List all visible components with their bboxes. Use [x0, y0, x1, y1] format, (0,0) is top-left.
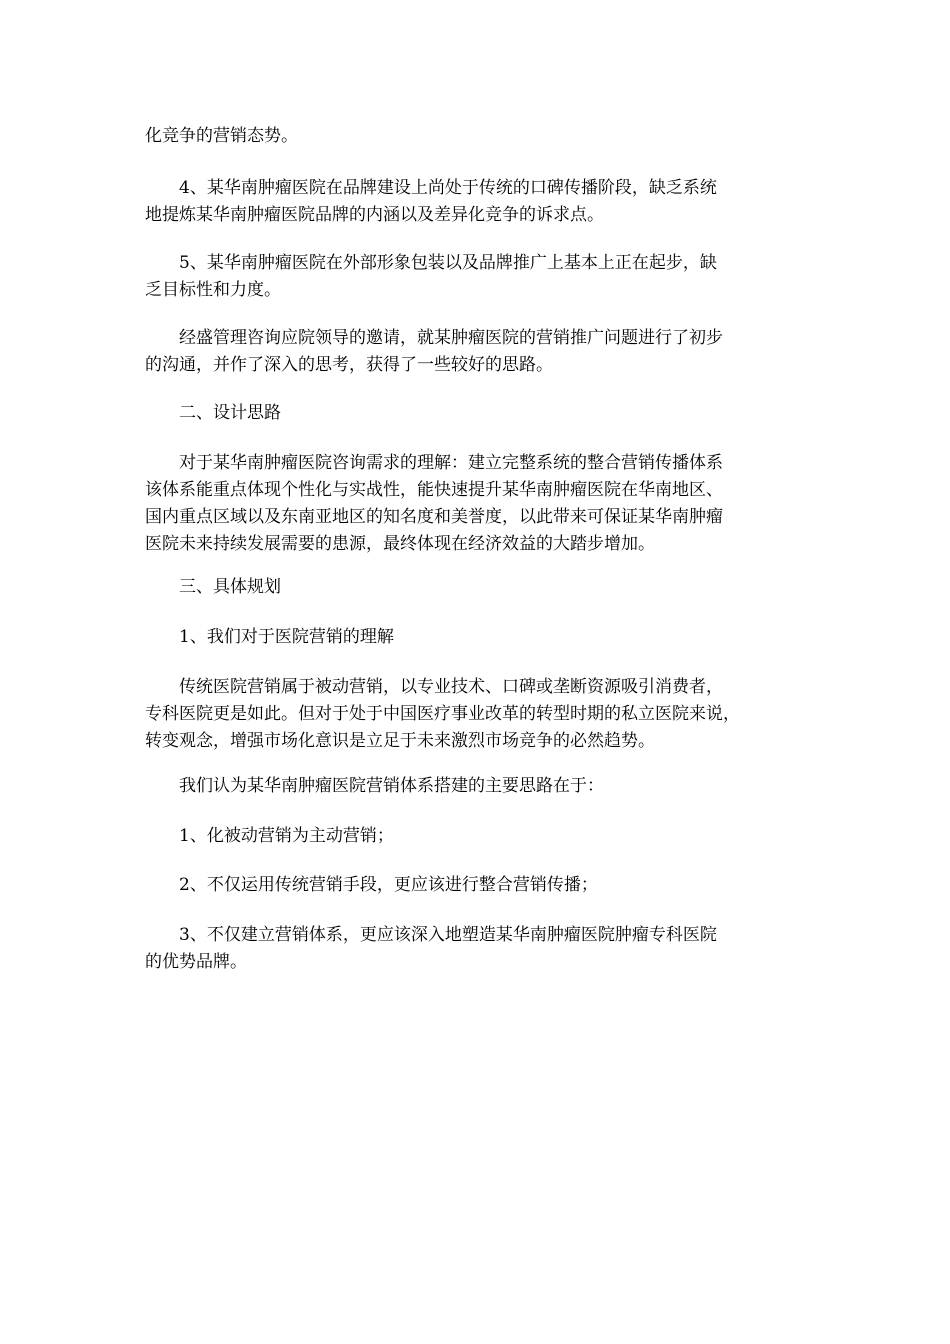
section-heading-design-approach — [145, 400, 815, 427]
text-line: 对于某华南肿瘤医院咨询需求的理解：建立完整系统的整合营销传播体系 — [145, 453, 723, 473]
list-item-3 — [145, 922, 815, 976]
text-line: 5、某华南肿瘤医院在外部形象包装以及品牌推广上基本上正在起步，缺 — [145, 253, 717, 273]
text-line: 1、我们对于医院营销的理解 — [145, 627, 394, 647]
text-line: 我们认为某华南肿瘤医院营销体系搭建的主要思路在于： — [145, 776, 604, 796]
text-line: 3、不仅建立营销体系，更应该深入地塑造某华南肿瘤医院肿瘤专科医院 — [145, 925, 717, 945]
text-line: 乏目标性和力度。 — [145, 280, 281, 300]
text-line: 的沟通，并作了深入的思考，获得了一些较好的思路。 — [145, 355, 553, 375]
paragraph-requirement-understanding — [145, 450, 815, 558]
text-line: 专科医院更是如此。但对于处于中国医疗事业改革的转型时期的私立医院来说， — [145, 704, 740, 724]
paragraph-consulting-invitation — [145, 325, 815, 379]
paragraph-intro-continuation — [145, 123, 815, 150]
section-heading-specific-plan — [145, 574, 815, 601]
subheading-marketing-understanding — [145, 624, 815, 651]
paragraph-traditional-marketing — [145, 674, 815, 755]
text-line: 传统医院营销属于被动营销，以专业技术、口碑或垄断资源吸引消费者， — [145, 677, 723, 697]
text-line: 国内重点区域以及东南亚地区的知名度和美誉度，以此带来可保证某华南肿瘤 — [145, 507, 723, 527]
text-line: 该体系能重点体现个性化与实战性，能快速提升某华南肿瘤医院在华南地区、 — [145, 480, 723, 500]
text-line: 2、不仅运用传统营销手段，更应该进行整合营销传播； — [145, 875, 598, 895]
text-line: 经盛管理咨询应院领导的邀请，就某肿瘤医院的营销推广问题进行了初步 — [145, 328, 723, 348]
paragraph-point-5 — [145, 250, 815, 304]
text-line: 三、具体规划 — [145, 577, 281, 597]
text-line: 的优势品牌。 — [145, 952, 247, 972]
list-item-2 — [145, 872, 815, 899]
list-item-1 — [145, 823, 815, 850]
text-line: 二、设计思路 — [145, 403, 281, 423]
paragraph-main-approach — [145, 773, 815, 800]
text-line: 转变观念，增强市场化意识是立足于未来激烈市场竞争的必然趋势。 — [145, 731, 655, 751]
text-line: 1、化被动营销为主动营销； — [145, 826, 394, 846]
text-line: 地提炼某华南肿瘤医院品牌的内涵以及差异化竞争的诉求点。 — [145, 205, 604, 225]
text-line: 4、某华南肿瘤医院在品牌建设上尚处于传统的口碑传播阶段，缺乏系统 — [145, 178, 717, 198]
text-line: 医院未来持续发展需要的患源，最终体现在经济效益的大踏步增加。 — [145, 534, 655, 554]
text-line: 化竞争的营销态势。 — [145, 126, 298, 146]
paragraph-point-4 — [145, 175, 815, 229]
